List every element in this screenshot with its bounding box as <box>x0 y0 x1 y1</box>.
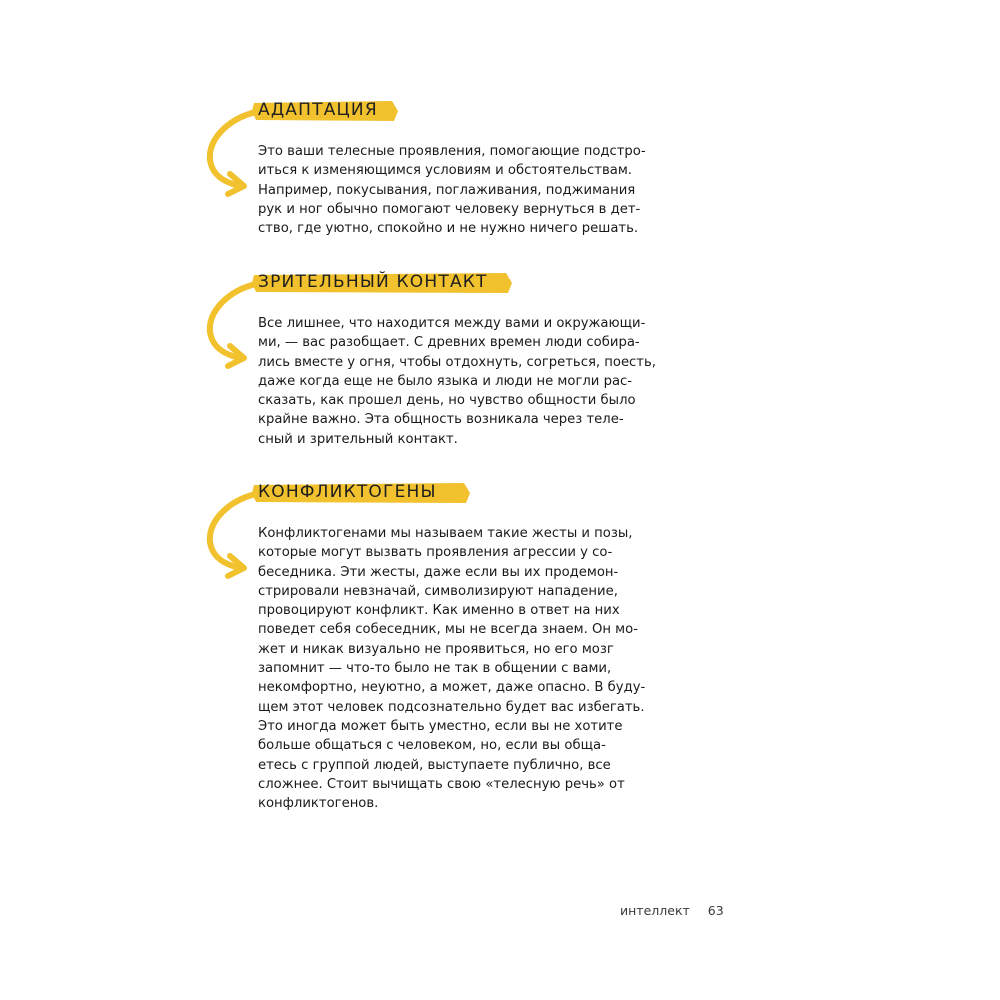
body-line: Все лишнее, что находится между вами и окружающи- <box>258 316 646 331</box>
body-line: рук и ног обычно помогают человеку вернуться в дет- <box>258 201 641 217</box>
section-eye-contact <box>200 268 680 458</box>
curved-arrow-icon <box>200 108 260 198</box>
body-line: Конфликтогенами мы называем такие жесты и позы, <box>258 526 633 541</box>
body-line: больше общаться с человеком, но, если вы обща- <box>258 738 606 754</box>
body-line: ми, — вас разобщает. С древних времен люди собира- <box>258 335 640 351</box>
heading-wrap <box>252 478 437 506</box>
body-line: Это иногда может быть уместно, если вы не хотите <box>258 718 623 734</box>
body-line: сказать, как прошел день, но чувство общности было <box>258 393 636 409</box>
body-line: поведет себя собеседник, мы не всегда знаем. Он мо- <box>258 622 638 638</box>
body-line: крайне важно. Эта общность возникала через теле- <box>258 412 624 428</box>
body-line: которые могут вызвать проявления агрессии у со- <box>258 545 613 561</box>
page-number: 63 <box>707 903 724 918</box>
body-line: Это ваши телесные проявления, помогающие подстро- <box>258 144 646 159</box>
body-line: иться к изменяющимся условиям и обстоятельствам. <box>258 163 632 179</box>
body-line: Например, покусывания, поглаживания, поджимания <box>258 182 636 198</box>
section-heading: ЗРИТЕЛЬНЫЙ КОНТАКТ <box>258 272 488 292</box>
section-body <box>258 142 678 238</box>
curved-arrow-icon <box>200 280 260 370</box>
section-heading: АДАПТАЦИЯ <box>258 100 378 120</box>
section-body <box>258 524 678 813</box>
body-line: конфликтогенов. <box>258 796 379 812</box>
body-line: даже когда еще не было языка и люди не могли рас- <box>258 373 633 389</box>
body-line: некомфортно, неуютно, а может, даже опасно. В буду- <box>258 680 646 696</box>
body-line: сный и зрительный контакт. <box>258 431 458 447</box>
body-line: етесь с группой людей, выступаете публично, все <box>258 757 611 773</box>
body-line: сложнее. Стоит вычищать свою «телесную речь» от <box>258 776 625 792</box>
section-heading: КОНФЛИКТОГЕНЫ <box>258 482 437 502</box>
heading-wrap <box>252 96 378 124</box>
section-adaptation <box>200 96 680 246</box>
body-line: беседника. Эти жесты, даже если вы их продемон- <box>258 564 619 580</box>
section-body <box>258 314 678 449</box>
body-line: стрировали невзначай, символизируют нападение, <box>258 583 618 599</box>
body-line: щем этот человек подсознательно будет вас избегать. <box>258 699 645 715</box>
page-footer <box>620 903 732 918</box>
body-line: ство, где уютно, спокойно и не нужно ничего решать. <box>258 221 639 237</box>
heading-wrap <box>252 268 488 296</box>
section-conflictogens <box>200 478 680 828</box>
curved-arrow-icon <box>200 490 260 580</box>
body-line: жет и никак визуально не проявиться, но его мозг <box>258 641 614 657</box>
body-line: провоцируют конфликт. Как именно в ответ на них <box>258 603 620 619</box>
running-footer-label: интеллект <box>620 903 690 918</box>
body-line: запомнит — что-то было не так в общении с вами, <box>258 661 612 677</box>
body-line: лись вместе у огня, чтобы отдохнуть, согреться, поесть, <box>258 354 656 370</box>
